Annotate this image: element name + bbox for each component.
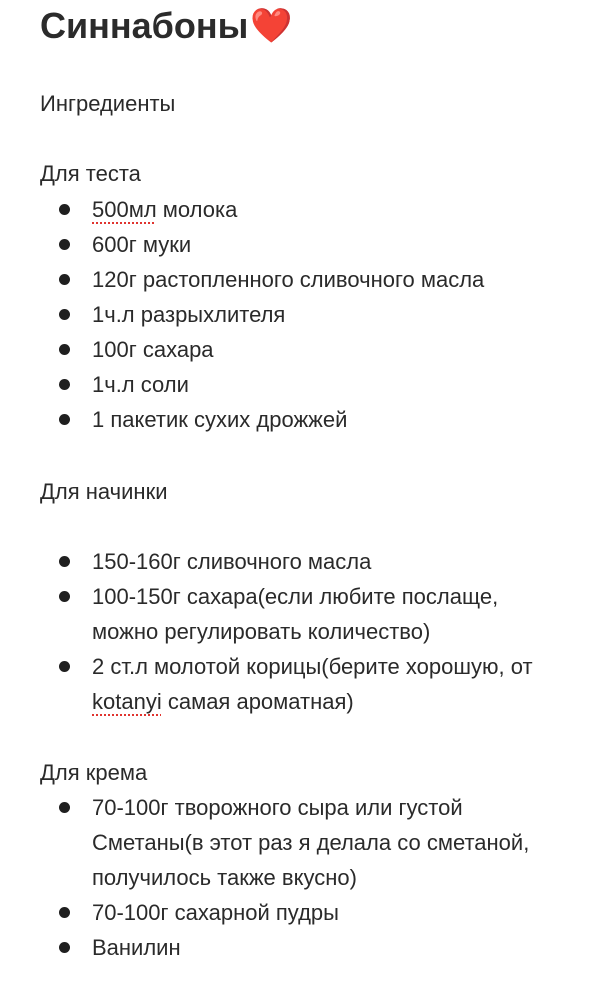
- dough-heading: Для теста: [40, 161, 141, 186]
- misspelled-word[interactable]: 500мл: [92, 197, 157, 222]
- bullet-icon: [59, 204, 70, 215]
- item-text: 100г сахара: [92, 337, 214, 362]
- bullet-icon: [59, 802, 70, 813]
- bullet-icon: [59, 942, 70, 953]
- item-text: 100-150г сахара(если любите послаще, можно регулировать количество): [92, 584, 499, 644]
- misspelled-word[interactable]: kotanyi: [92, 689, 162, 714]
- list-item: [0, 649, 600, 719]
- cream-heading: Для крема: [40, 760, 148, 785]
- item-text: 120г растопленного сливочного масла: [92, 267, 485, 292]
- list-item: [0, 332, 600, 367]
- item-text: 1 пакетик сухих дрожжей: [92, 407, 348, 432]
- bullet-icon: [59, 907, 70, 918]
- bullet-icon: [59, 414, 70, 425]
- list-item: [0, 579, 600, 649]
- bullet-icon: [59, 274, 70, 285]
- cream-list: [0, 790, 600, 965]
- bullet-icon: [59, 239, 70, 250]
- heart-icon: ❤️: [250, 7, 293, 45]
- item-text: 600г муки: [92, 232, 192, 257]
- bullet-icon: [59, 661, 70, 672]
- list-item: [0, 402, 600, 437]
- filling-list: [0, 544, 600, 719]
- item-text: 150-160г сливочного масла: [92, 549, 372, 574]
- filling-heading: Для начинки: [40, 479, 168, 504]
- list-item: [0, 297, 600, 332]
- title-text: Синнабоны: [40, 5, 249, 46]
- bullet-icon: [59, 344, 70, 355]
- bullet-icon: [59, 379, 70, 390]
- bullet-icon: [59, 556, 70, 567]
- item-text: молока: [156, 197, 238, 222]
- item-text: 70-100г творожного сыра или густой Сметаны(в этот раз я делала со сметаной, получилось также вкусно): [92, 795, 530, 890]
- item-text: 1ч.л разрыхлителя: [92, 302, 286, 327]
- list-item: [0, 930, 600, 965]
- item-text: самая ароматная): [161, 689, 354, 714]
- list-item: [0, 790, 600, 895]
- list-item: [0, 262, 600, 297]
- list-item: [0, 227, 600, 262]
- item-text: Ванилин: [92, 935, 181, 960]
- bullet-icon: [59, 309, 70, 320]
- list-item: [0, 895, 600, 930]
- item-text: 70-100г сахарной пудры: [92, 900, 339, 925]
- item-text: 2 ст.л молотой корицы(берите хорошую, от: [92, 654, 533, 679]
- list-item: [0, 367, 600, 402]
- page-title: [40, 4, 293, 48]
- list-item: [0, 192, 600, 227]
- ingredients-heading: Ингредиенты: [40, 91, 176, 116]
- bullet-icon: [59, 591, 70, 602]
- list-item: [0, 544, 600, 579]
- dough-list: [0, 192, 600, 437]
- item-text: 1ч.л соли: [92, 372, 189, 397]
